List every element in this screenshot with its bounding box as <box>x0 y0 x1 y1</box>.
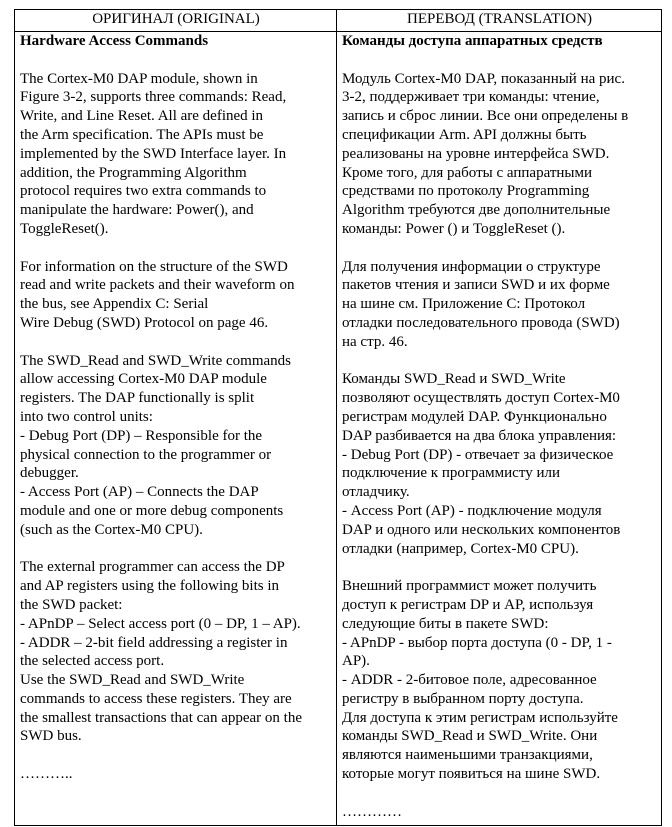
translation-paragraph-2: Для получения информации о структуре пакетов чтения и записи SWD и их форме на шине см. Приложение C: Протокол отладки последовательного провода (SWD) на стр. 46. <box>342 258 620 350</box>
translation-paragraph-1: Модуль Cortex-M0 DAP, показанный на рис. 3-2, поддерживает три команды: чтение, запись и сброс линии. Все они определены в спецификации Arm. API должны быть реализованы на уровне интерфейса SWD. Кроме того, для работы с аппаратными средствами по протоколу Programming Algorithm требуются две дополнительные команды: Power () и ToggleReset (). <box>342 70 629 237</box>
original-title: Hardware Access Commands <box>20 33 209 49</box>
translation-table <box>14 9 662 826</box>
original-paragraph-3: The SWD_Read and SWD_Write commands allow accessing Cortex-M0 DAP module registers. The DAP functionally is split into two control units: - Debug Port (DP) – Responsible for the physical connection to the programmer or debugger. - Access Port (AP) – Connects the DAP module and one or more debug components (such as the Cortex-M0 CPU). <box>20 352 291 538</box>
translation-column <box>337 32 662 826</box>
original-column <box>15 32 337 826</box>
original-ellipsis: ……….. <box>20 766 73 783</box>
original-paragraph-1: The Cortex-M0 DAP module, shown in Figure 3-2, supports three commands: Read, Write, and Line Reset. All are defined in the Arm specification. The APIs must be implemented by the SWD Interface layer. In addition, the Programming Algorithm protocol requires two extra commands to manipulate the hardware: Power(), and ToggleReset(). <box>20 70 287 237</box>
header-row <box>15 10 662 32</box>
content-row <box>15 32 662 826</box>
header-translation: ПЕРЕВОД (TRANSLATION) <box>337 10 662 32</box>
translation-ellipsis: ………… <box>342 803 402 820</box>
translation-paragraph-3: Команды SWD_Read и SWD_Write позволяют осуществлять доступ Cortex-M0 регистрам модулей DAP. Функционально DAP разбивается на два блока управления: - Debug Port (DP) - отвечает за физическое подключение к программисту или отладчику. - Access Port (AP) - подключение модуля DAP и одного или нескольких компонентов отладки (например, Cortex-M0 CPU). <box>342 371 621 557</box>
original-paragraph-4: The external programmer can access the DP and AP registers using the following bits in the SWD packet: - APnDP – Select access port (0 – DP, 1 – AP). - ADDR – 2-bit field addressing a register in the selected access port. Use the SWD_Read and SWD_Write commands to access these registers. They are the smallest transactions that can appear on the SWD bus. <box>20 559 302 745</box>
translation-paragraph-4: Внешний программист может получить доступ к регистрам DP и AP, используя следующие биты в пакете SWD: - APnDP - выбор порта доступа (0 - DP, 1 - AP). - ADDR - 2-битовое поле, адресованное регистру в выбранном порту доступа. Для доступа к этим регистрам используйте команды SWD_Read и SWD_Write. Они являются наименьшими транзакциями, которые могут появиться на шине SWD. <box>342 578 618 783</box>
header-original: ОРИГИНАЛ (ORIGINAL) <box>15 10 337 32</box>
original-paragraph-2: For information on the structure of the SWD read and write packets and their waveform on the bus, see Appendix C: Serial Wire Debug (SWD) Protocol on page 46. <box>20 258 295 331</box>
translation-title: Команды доступа аппаратных средств <box>342 33 603 49</box>
